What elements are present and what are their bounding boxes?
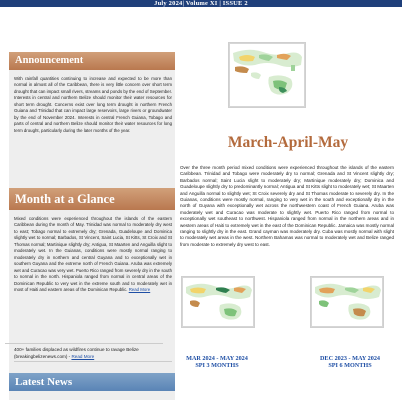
month-summary-text: Mixed conditions were experienced throughout the islands of the eastern Caribbean during the month of May. Trinidad was normal to moderately dry west to east; Tobago normal to extremely dry; Grenada, Guadeloupe and Dominica slightly wet to normal; Barbados, St Vincent, Saint Lucia, St Kitts, St Croix and St Thomas normal; Martinique slightly dry; Antigua, St Maarten and Anguilla slight to moderately wet. In the Guianas, conditions were mostly normal ranging to moderately dry in northern and central Guyana and to exceptionally wet in southern Guyana and the extreme north of French Guiana. Aruba was extremely wet and Curacao was very wet. Puerto Rico ranged from severely dry in the south to normal in the north. Hispaniola ranged from normal in central areas of the Dominican Republic to very wet in the extreme south and to moderately wet in most of Haiti and eastern areas of the Dominican Republic. — [14, 216, 172, 292]
month-read-more-link[interactable]: Read More — [128, 286, 151, 292]
news-item-text: 400+ families displaced as wildfires continue to ravage Belize (breakingbelizenews.com) - — [14, 347, 139, 359]
latest-news-heading: Latest News — [9, 373, 175, 391]
month-at-a-glance-text — [14, 216, 172, 293]
news-divider-bottom — [14, 361, 172, 362]
announcement-heading: Announcement — [9, 52, 175, 70]
news-divider — [5, 343, 163, 344]
mam-title: March-April-May — [227, 134, 349, 151]
spi3-period: MAR 2024 - MAY 2024 — [186, 355, 248, 362]
spi6-map — [310, 276, 384, 328]
mam-text: Over the three month period mixed conditions were experienced throughout the islands of the eastern Caribbean. Trinidad and Tobago were moderately dry to normal; Grenada and St Vincent slightly dry; Barbados normal; Saint Lucia slight to moderately dry; Martinique moderately dry; Dominica and Guadeloupe slightly dry to predominantly normal; Antigua and St Kitts slight to moderately wet; St Maarten and Anguilla normal to slightly wet; St Croix severely dry and St Thomas moderate to severely dry. In the Guianas, conditions were mostly normal, ranging to very wet in the south and exceptionally dry in the north of Guyana with exceptionally wet across the northwestern coast of French Guiana. Aruba was moderately wet and Curacao was moderate to slightly wet. Puerto Rico ranged from normal to exceptionally wet southeast to northwest. Hispaniola ranged from normal in the northern areas and in western areas of Haiti to extremely wet in the east of the Dominican Republic. Jamaica was mostly normal ranging to slightly dry in the east. Grand cayman was moderately dry. Cuba was mostly normal with slight to moderately wet areas in the west. Northern Bahamas was normal to moderately wet and Belize ranged from moderate to extremely dry west to east. — [180, 165, 394, 247]
month-at-a-glance-heading: Month at a Glance — [9, 188, 175, 210]
spi3-caption — [174, 355, 260, 369]
news-item — [14, 346, 174, 360]
announcement-text: With rainfall quantities continuing to increase and expected to be more than normal in almost all of the Caribbean, there is very little concern over short term drought that can impact small rivers, streams and ponds by the end of September. Interests in central and northern Belize should monitor their water resources for short term drought. Concerns exist over long term drought in northern French Guiana and Trinidad that can impact large reservoirs, large rivers or groundwater by the end of November 2024. Interests in central French Guiana, Tobago and parts of central and northern Belize should monitor their water resources for long term drought, particularly during the later months of the year. — [14, 76, 172, 133]
spi6-caption — [305, 355, 395, 369]
spi6-label: SPI 6 MONTHS — [328, 362, 372, 369]
spi3-label: SPI 3 MONTHS — [195, 362, 239, 369]
spi3-map — [181, 276, 255, 328]
spi6-period: DEC 2023 - MAY 2024 — [319, 355, 381, 362]
caribbean-spi-map — [228, 42, 306, 108]
issue-line: July 2024| Volume XI | ISSUE 2 — [154, 0, 248, 7]
news-read-more-link[interactable]: Read More — [71, 354, 95, 359]
